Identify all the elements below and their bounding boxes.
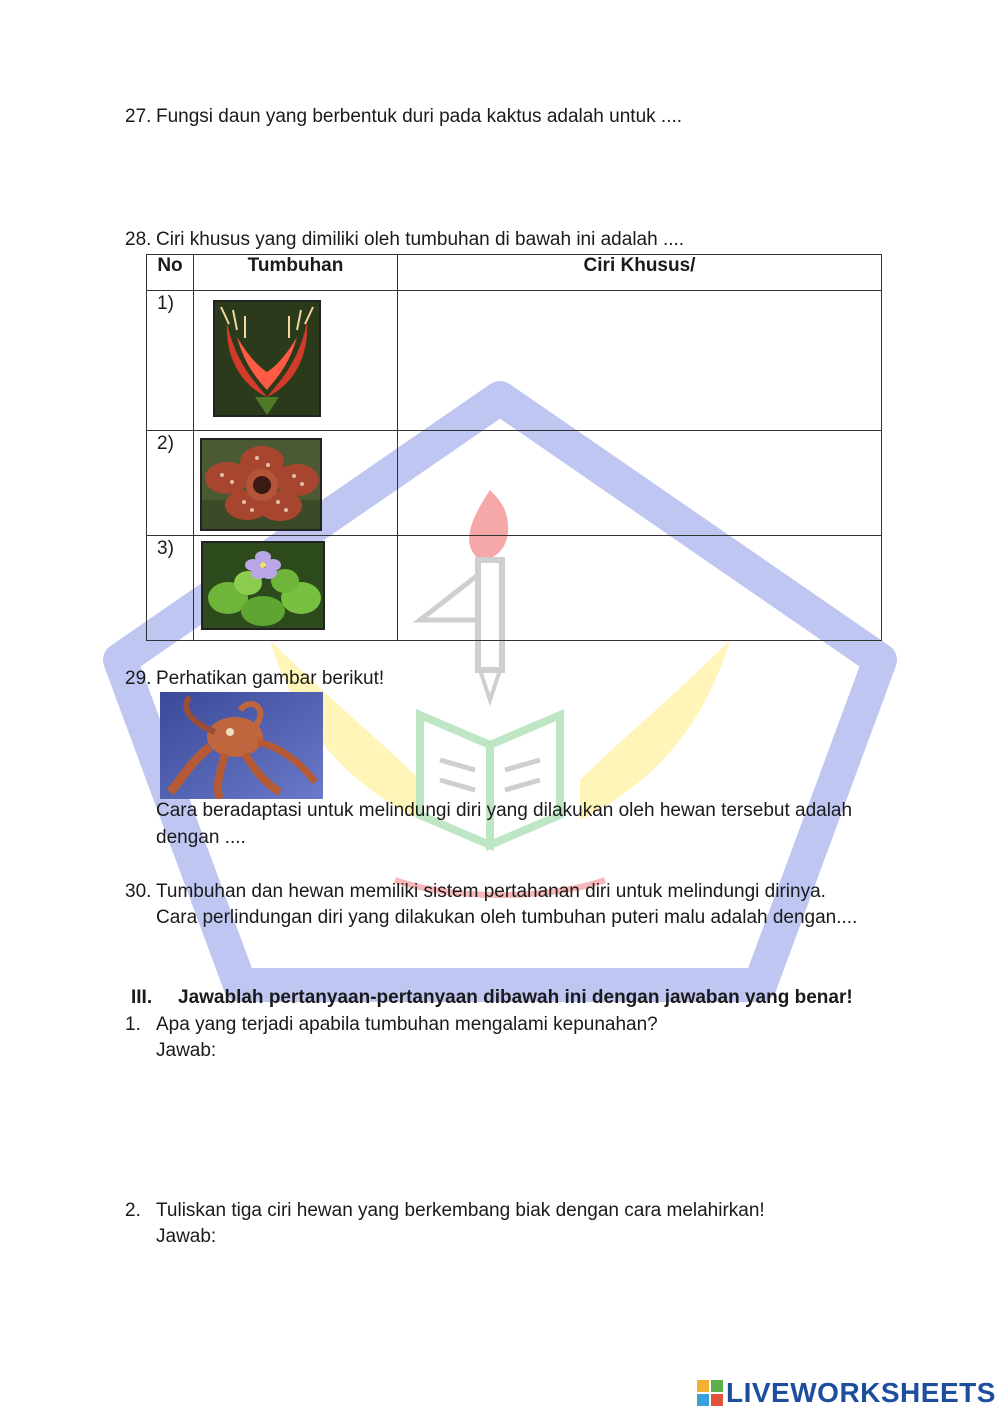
rafflesia-photo (200, 438, 322, 531)
q30-number: 30. (125, 881, 152, 902)
liveworksheets-logo (697, 1378, 996, 1408)
section-numeral: III. (131, 987, 153, 1008)
q29-line1: Cara beradaptasi untuk melindungi diri yang dilakukan oleh hewan tersebut adalah (156, 800, 853, 821)
q30-line1: Tumbuhan dan hewan memiliki sistem pertahanan diri untuk melindungi dirinya. (156, 881, 826, 902)
q28-number: 28. (125, 229, 152, 250)
answer-cell[interactable] (398, 291, 882, 431)
q29-line2: dengan .... (156, 827, 246, 848)
liveworksheets-logo-icon (697, 1380, 723, 1406)
essay-2-text: Tuliskan tiga ciri hewan yang berkembang biak dengan cara melahirkan! (156, 1200, 765, 1221)
essay-2-answer-label: Jawab: (156, 1226, 217, 1247)
answer-cell[interactable] (398, 431, 882, 536)
header-no: No (147, 255, 194, 291)
essay-1-text: Apa yang terjadi apabila tumbuhan mengalami kepunahan? (156, 1014, 658, 1035)
q28-text: Ciri khusus yang dimiliki oleh tumbuhan di bawah ini adalah .... (156, 229, 685, 250)
row-number: 3) (147, 536, 194, 641)
section-title: Jawablah pertanyaan-pertanyaan dibawah ini dengan jawaban yang benar! (178, 987, 853, 1008)
q29-text: Perhatikan gambar berikut! (156, 668, 385, 689)
octopus-photo (160, 692, 323, 799)
venus-flytrap-photo (213, 300, 321, 417)
logo-text: LIVEWORKSHEETS (726, 1377, 996, 1408)
q30-line2: Cara perlindungan diri yang dilakukan oleh tumbuhan puteri malu adalah dengan.... (156, 907, 858, 928)
row-number: 1) (147, 291, 194, 431)
answer-cell[interactable] (398, 536, 882, 641)
essay-1-number: 1. (125, 1014, 141, 1035)
essay-1-answer-label: Jawab: (156, 1040, 217, 1061)
essay-2-number: 2. (125, 1200, 141, 1221)
q27-number: 27. (125, 106, 152, 127)
header-tumbuhan: Tumbuhan (194, 255, 398, 291)
q29-number: 29. (125, 668, 152, 689)
row-number: 2) (147, 431, 194, 536)
header-ciri-khusus: Ciri Khusus/ (398, 255, 882, 291)
water-hyacinth-photo (201, 541, 325, 630)
q27-text: Fungsi daun yang berbentuk duri pada kaktus adalah untuk .... (156, 106, 683, 127)
